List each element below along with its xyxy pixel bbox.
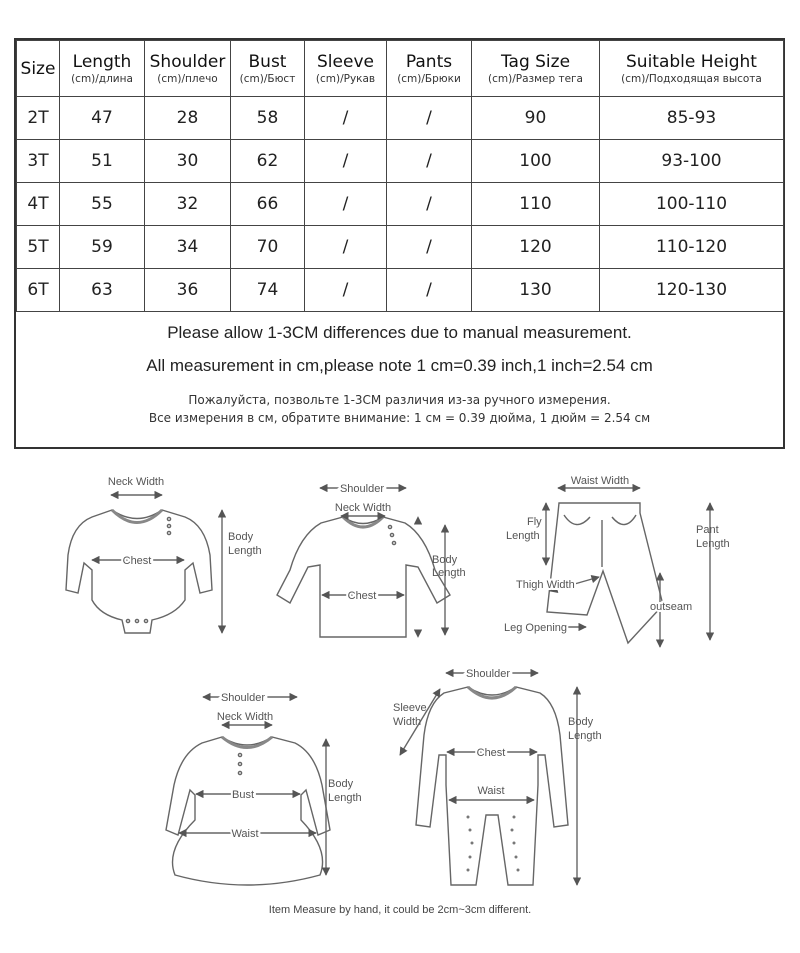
table-header-row <box>17 41 784 97</box>
table-cell: 62 <box>231 140 305 183</box>
table-row <box>17 140 784 183</box>
top-chest-label: Chest <box>347 590 377 602</box>
column-header-title: Length <box>72 51 132 72</box>
table-cell: 34 <box>145 226 231 269</box>
column-header-title: Bust <box>248 51 287 72</box>
column-header <box>231 41 305 97</box>
table-cell: 4T <box>17 183 60 226</box>
table-cell: 58 <box>231 97 305 140</box>
table-body <box>17 97 784 312</box>
romper-body-label-1: Body <box>568 716 594 728</box>
table-cell: 63 <box>60 269 145 312</box>
table-cell: 120-130 <box>600 269 784 312</box>
pants-outseam-label: outseam <box>650 601 693 613</box>
romper-sleeve-label-2: Width <box>393 716 422 728</box>
table-cell: / <box>305 97 387 140</box>
column-header-title: Sleeve <box>317 51 374 72</box>
column-header <box>472 41 600 97</box>
table-cell: / <box>387 183 472 226</box>
table-cell: 100 <box>472 140 600 183</box>
column-header-unit: (cm)/Размер тега <box>488 72 583 85</box>
table-cell: 110 <box>472 183 600 226</box>
table-cell: / <box>387 269 472 312</box>
table-cell: / <box>387 226 472 269</box>
dress-shoulder-label: Shoulder <box>220 692 266 704</box>
pants-thigh-label: Thigh Width <box>516 579 575 591</box>
bodysuit-neck-label: Neck Width <box>107 476 165 488</box>
top-body-label-1: Body <box>432 554 458 566</box>
romper-shoulder-label: Shoulder <box>465 668 511 680</box>
column-header-title: Pants <box>405 51 453 72</box>
table-cell: 30 <box>145 140 231 183</box>
table-cell: 120 <box>472 226 600 269</box>
table-cell: 3T <box>17 140 60 183</box>
table-cell: 5T <box>17 226 60 269</box>
romper-body-label-2: Length <box>568 730 602 742</box>
note-russian-1: Пожалуйста, позвольте 1-3CM различия из-за ручного измерения. <box>188 393 611 407</box>
column-header <box>60 41 145 97</box>
dress-waist-label: Waist <box>231 828 259 840</box>
column-header-unit: (cm)/Бюст <box>239 72 296 85</box>
table-cell: 36 <box>145 269 231 312</box>
column-header-unit: (cm)/Рукав <box>315 72 376 85</box>
note-english-1: Please allow 1-3CM differences due to manual measurement. <box>167 323 632 342</box>
table-cell: 32 <box>145 183 231 226</box>
measurement-diagrams <box>0 455 800 953</box>
column-header <box>17 41 60 97</box>
table-cell: 55 <box>60 183 145 226</box>
table-row <box>17 269 784 312</box>
pants-length-label-2: Length <box>696 538 730 550</box>
table-cell: 59 <box>60 226 145 269</box>
pants-waist-label: Waist Width <box>570 475 630 487</box>
table-cell: / <box>305 183 387 226</box>
table-cell: 28 <box>145 97 231 140</box>
bodysuit-body-label-2: Length <box>228 545 262 557</box>
table-cell: 6T <box>17 269 60 312</box>
column-header-title: Tag Size <box>500 51 571 72</box>
bodysuit-chest-label: Chest <box>122 555 152 567</box>
column-header <box>600 41 784 97</box>
pants-length-label-1: Pant <box>696 524 719 536</box>
note-russian-2: Все измерения в см, обратите внимание: 1 см = 0.39 дюйма, 1 дюйм = 2.54 см <box>148 411 651 425</box>
top-body-label-2: Length <box>432 567 466 579</box>
table-cell: / <box>387 97 472 140</box>
dress-neck-label: Neck Width <box>216 711 274 723</box>
table-cell: 110-120 <box>600 226 784 269</box>
pants-diagram <box>546 488 710 647</box>
table-cell: 85-93 <box>600 97 784 140</box>
romper-sleeve-label-1: Sleeve <box>393 702 427 714</box>
table-row <box>17 183 784 226</box>
note-english-2: All measurement in cm,please note 1 cm=0.39 inch,1 inch=2.54 cm <box>146 356 653 375</box>
top-shoulder-label: Shoulder <box>339 483 385 495</box>
pants-leg-opening-label: Leg Opening <box>504 622 567 634</box>
table-cell: 74 <box>231 269 305 312</box>
column-header-unit: (cm)/Брюки <box>397 72 461 85</box>
size-chart <box>14 38 785 449</box>
table-cell: 51 <box>60 140 145 183</box>
footer-note: Item Measure by hand, it could be 2cm~3cm different. <box>268 904 532 916</box>
table-cell: 130 <box>472 269 600 312</box>
table-cell: 2T <box>17 97 60 140</box>
column-header-unit: (cm)/длина <box>71 72 133 85</box>
table-cell: / <box>387 140 472 183</box>
table-cell: / <box>305 269 387 312</box>
pants-fly-label-2: Length <box>506 530 540 542</box>
column-header-title: Shoulder <box>149 51 226 72</box>
top-neck-label: Neck Width <box>334 502 392 514</box>
table-row <box>17 97 784 140</box>
table-cell: 90 <box>472 97 600 140</box>
romper-button-dots <box>467 816 520 872</box>
romper-waist-label: Waist <box>477 785 505 797</box>
table-cell: 47 <box>60 97 145 140</box>
dress-bust-label: Bust <box>231 789 255 801</box>
table-cell: 66 <box>231 183 305 226</box>
column-header <box>305 41 387 97</box>
column-header-title: Size <box>20 58 56 79</box>
column-header <box>387 41 472 97</box>
table-cell: 100-110 <box>600 183 784 226</box>
dress-body-label-1: Body <box>328 778 354 790</box>
table-cell: 93-100 <box>600 140 784 183</box>
pants-fly-label-1: Fly <box>527 516 542 528</box>
column-header-title: Suitable Height <box>626 51 757 72</box>
table-cell: / <box>305 226 387 269</box>
size-table <box>16 40 784 312</box>
bodysuit-body-label-1: Body <box>228 531 254 543</box>
column-header <box>145 41 231 97</box>
romper-chest-label: Chest <box>476 747 506 759</box>
table-row <box>17 226 784 269</box>
column-header-unit: (cm)/плечо <box>157 72 218 85</box>
column-header-unit: (cm)/Подходящая высота <box>621 72 762 85</box>
garment-diagrams <box>0 455 800 900</box>
table-cell: / <box>305 140 387 183</box>
table-cell: 70 <box>231 226 305 269</box>
dress-body-label-2: Length <box>328 792 362 804</box>
